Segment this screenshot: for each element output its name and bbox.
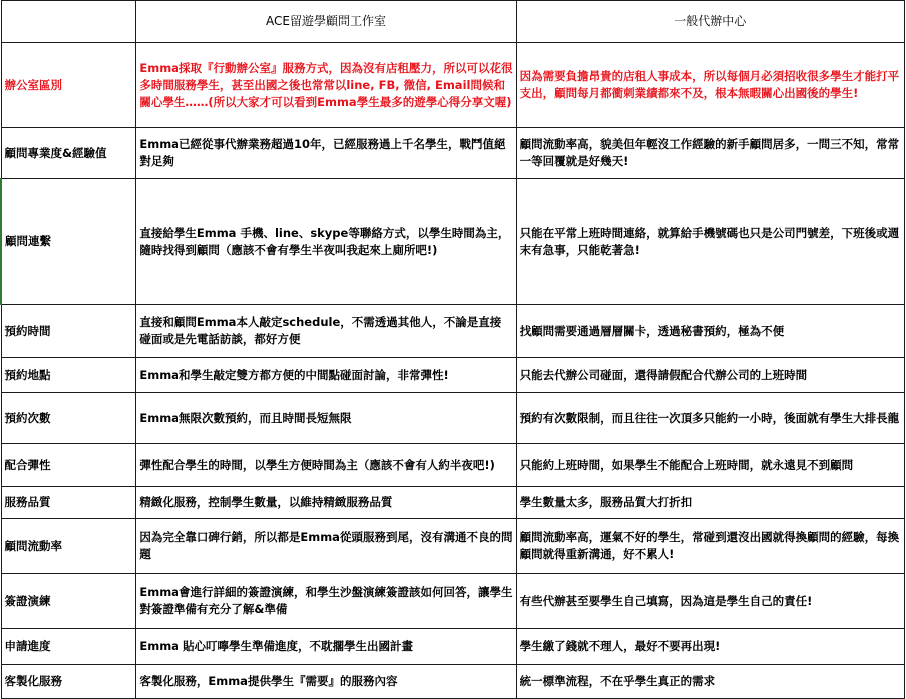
ace-cell: 因為完全靠口碑行銷，所以都是Emma從頭服務到尾，沒有溝通不良的問題 [136, 519, 516, 574]
header-empty-cell [1, 1, 136, 43]
ace-cell: 彈性配合學生的時間，以學生方便時間為主（應該不會有人約半夜吧!) [136, 444, 516, 487]
table-row [1, 393, 905, 444]
general-cell: 預約有次數限制，而且往往一次頂多只能約一小時，後面就有學生大排長龍 [516, 393, 904, 444]
row-label: 顧問流動率 [1, 519, 136, 574]
ace-cell: 精緻化服務，控制學生數量，以維持精緻服務品質 [136, 487, 516, 519]
general-cell: 只能約上班時間，如果學生不能配合上班時間，就永遠見不到顧問 [516, 444, 904, 487]
general-cell: 因為需要負擔昂貴的店租人事成本，所以每個月必須招收很多學生才能打平支出，顧問每月都衝刺業績都來不及，根本無暇關心出國後的學生! [516, 43, 904, 128]
ace-cell: Emma已經從事代辦業務超過10年，已經服務過上千名學生，戰鬥值絕對足夠 [136, 128, 516, 179]
general-cell: 學生繳了錢就不理人，最好不要再出現! [516, 629, 904, 665]
table-row [1, 574, 905, 629]
general-cell: 顧問流動率高，貌美但年輕沒工作經驗的新手顧問居多，一問三不知，常常一等回覆就是好幾天! [516, 128, 904, 179]
table-row [1, 43, 905, 128]
table-row [1, 444, 905, 487]
table-row [1, 128, 905, 179]
general-cell: 顧問流動率高，運氣不好的學生，常碰到還沒出國就得換顧問的經驗，每換顧問就得重新溝通，好不累人! [516, 519, 904, 574]
row-label: 服務品質 [1, 487, 136, 519]
general-cell: 有些代辦甚至要學生自己填寫，因為這是學生自己的責任! [516, 574, 904, 629]
general-cell: 學生數量太多，服務品質大打折扣 [516, 487, 904, 519]
table-row [1, 519, 905, 574]
table-row [1, 305, 905, 358]
row-label: 顧問專業度&經驗值 [1, 128, 136, 179]
row-label: 預約時間 [1, 305, 136, 358]
table-row [1, 358, 905, 393]
row-label: 預約地點 [1, 358, 136, 393]
row-label: 配合彈性 [1, 444, 136, 487]
ace-cell: 直接和顧問Emma本人敲定schedule，不需透過其他人，不論是直接碰面或是先電話訪談，都好方便 [136, 305, 516, 358]
table-row [1, 665, 905, 699]
ace-cell: Emma 貼心叮嚀學生準備進度，不耽擱學生出國計畫 [136, 629, 516, 665]
row-label: 客製化服務 [1, 665, 136, 699]
row-label: 辦公室區別 [1, 43, 136, 128]
row-label: 預約次數 [1, 393, 136, 444]
general-cell: 找顧問需要通過層層關卡，透過秘書預約，極為不便 [516, 305, 904, 358]
header-ace: ACE留遊學顧問工作室 [136, 1, 516, 43]
table-row [1, 629, 905, 665]
header-general: 一般代辦中心 [516, 1, 904, 43]
general-cell: 統一標準流程，不在乎學生真正的需求 [516, 665, 904, 699]
table-row [1, 179, 905, 305]
general-cell: 只能在平常上班時間連絡，就算給手機號碼也只是公司門號差，下班後或週末有急事，只能乾著急! [516, 179, 904, 305]
table-row [1, 487, 905, 519]
row-label: 簽證演練 [1, 574, 136, 629]
ace-cell: 客製化服務，Emma提供學生『需要』的服務內容 [136, 665, 516, 699]
ace-cell: Emma和學生敲定雙方都方便的中間點碰面討論，非常彈性! [136, 358, 516, 393]
row-label: 申請進度 [1, 629, 136, 665]
ace-cell: 直接給學生Emma 手機、line、skype等聯絡方式，以學生時間為主，隨時找得到顧問（應該不會有學生半夜叫我起來上廁所吧!) [136, 179, 516, 305]
row-label: 顧問連繫 [1, 179, 136, 305]
ace-cell: Emma會進行詳細的簽證演練，和學生沙盤演練簽證該如何回答，讓學生對簽證準備有充分了解&準備 [136, 574, 516, 629]
general-cell: 只能去代辦公司碰面，還得請假配合代辦公司的上班時間 [516, 358, 904, 393]
ace-cell: Emma採取『行動辦公室』服務方式，因為沒有店租壓力，所以可以花很多時間服務學生，甚至出國之後也常常以line, FB, 微信, Email問候和關心學生……(所以大家才可以看到Emma學生最多的遊學心得分享文喔) [136, 43, 516, 128]
ace-cell: Emma無限次數預約，而且時間長短無限 [136, 393, 516, 444]
header-row [1, 1, 905, 43]
